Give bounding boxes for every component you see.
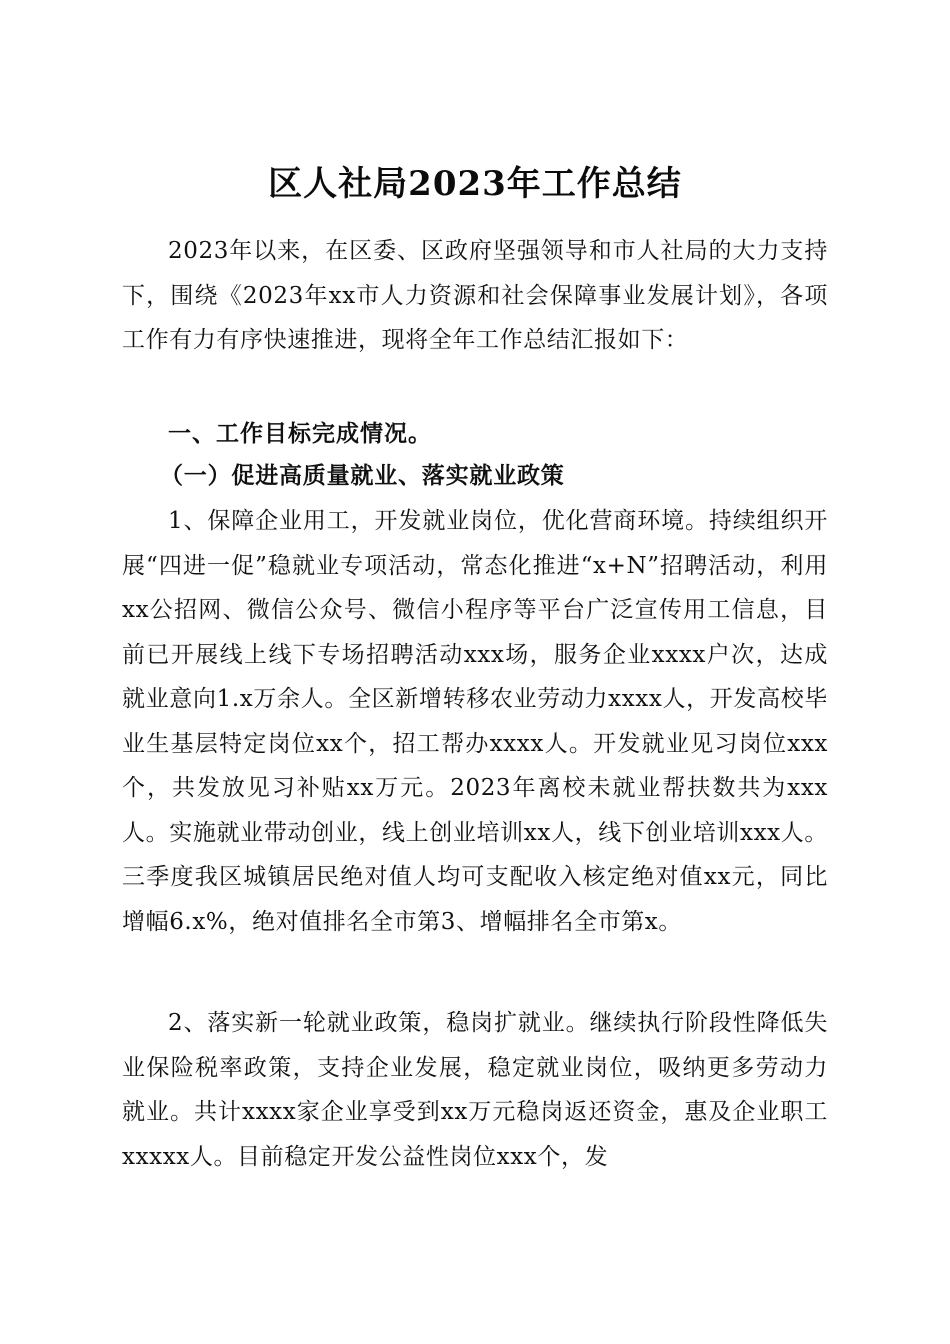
paragraph-policy: 2、落实新一轮就业政策，稳岗扩就业。继续执行阶段性降低失业保险税率政策，支持企业发展，稳定就业岗位，吸纳更多劳动力就业。共计xxxx家企业享受到xx万元稳岗返还资金，惠及企业职工xxxxx人。目前稳定开发公益性岗位xxx个，发 <box>122 1010 828 1170</box>
paragraph-employment: 1、保障企业用工，开发就业岗位，优化营商环境。持续组织开展“四进一促”稳就业专项活动，常态化推进“x+N”招聘活动，利用xx公招网、微信公众号、微信小程序等平台广泛宣传用工信息，目前已开展线上线下专场招聘活动xxx场，服务企业xxxx户次，达成就业意向1.x万余人。全区新增转移农业劳动力xxxx人，开发高校毕业生基层特定岗位xx个，招工帮办xxxx人。开发就业见习岗位xxx个，共发放见习补贴xx万元。2023年离校未就业帮扶数共为xxx人。实施就业带动创业，线上创业培训xx人，线下创业培训xxx人。三季度我区城镇居民绝对值人均可支配收入核定绝对值xx元，同比增幅6.x%，绝对值排名全市第3、增幅排名全市第x。 <box>122 508 828 935</box>
section-heading: 一、工作目标完成情况。 <box>168 421 432 447</box>
intro-paragraph: 2023年以来，在区委、区政府坚强领导和市人社局的大力支持下，围绕《2023年xx市人力资源和社会保障事业发展计划》，各项工作有力有序快速推进，现将全年工作总结汇报如下： <box>122 238 828 353</box>
subsection-heading: （一）促进高质量就业、落实就业政策 <box>160 462 565 489</box>
document-title: 区人社局2023年工作总结 <box>268 163 682 204</box>
